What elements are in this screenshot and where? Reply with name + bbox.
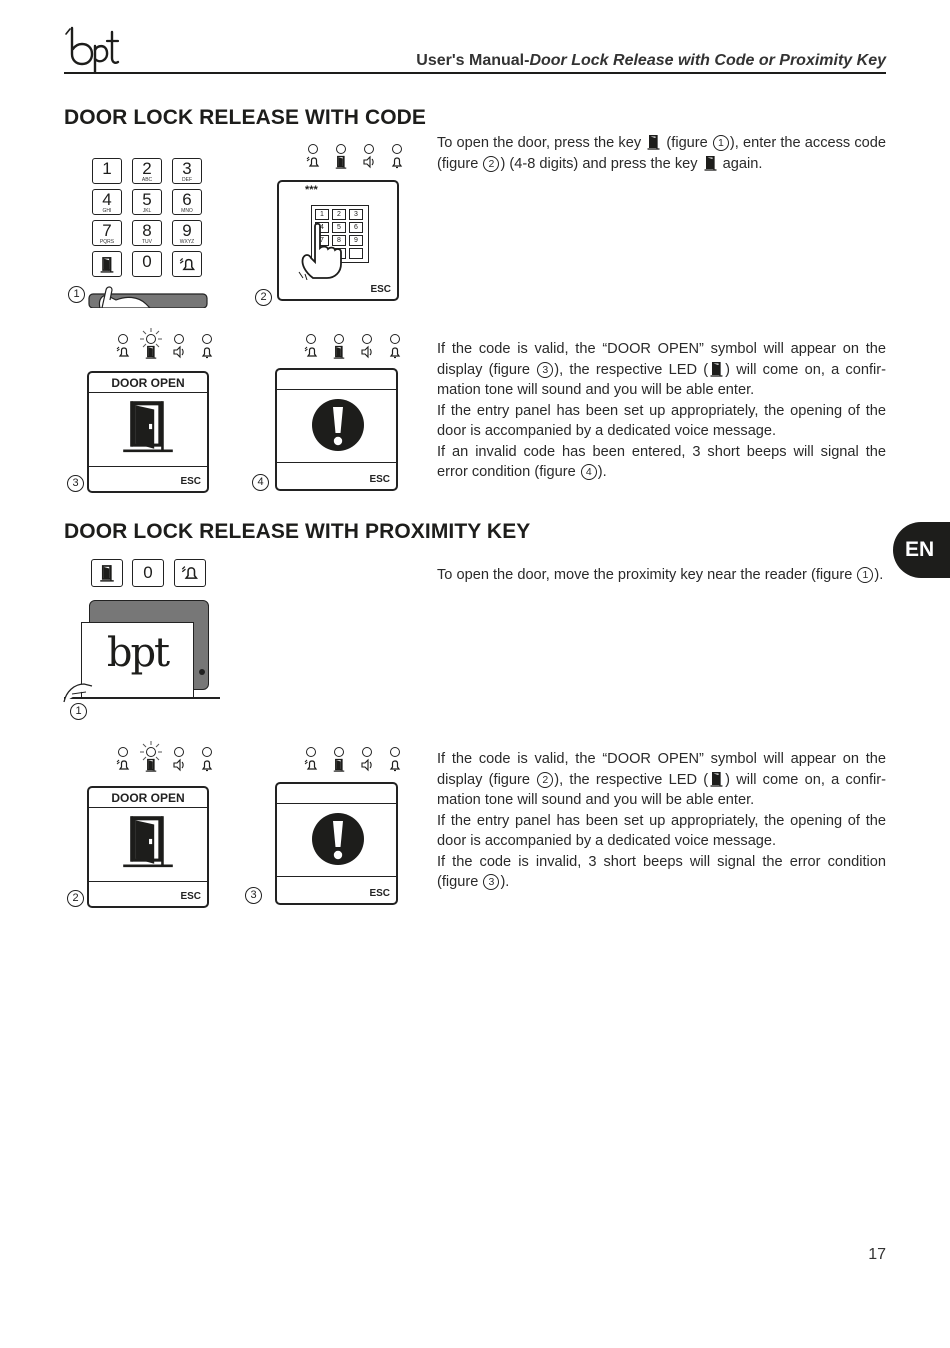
display-door-open xyxy=(87,786,209,908)
esc-label: ESC xyxy=(180,476,201,487)
figure-number: 2 xyxy=(67,890,84,907)
door-led-icon xyxy=(710,771,723,787)
keypad-key: 9 WXYZ xyxy=(172,220,202,246)
keypad-figure xyxy=(88,151,208,306)
esc-label: ESC xyxy=(369,888,390,899)
result-paragraph: If the code is valid, the “DOOR OPEN” symbol will appear on the display (figure 3 ), the respective LED ( ) will come on, a confir-mation tone will sound and you will be able enter. If the entry panel has been set up appropriately, the opening of the door is accompanied by a dedicated voice message. If an invalid code has been entered, 3 short beeps will signal the error condition (figure 4 ). xyxy=(437,341,886,480)
door-led-icon xyxy=(710,361,723,377)
door-open-label: DOOR OPEN xyxy=(111,376,185,390)
led-row xyxy=(304,747,414,773)
mini-keypad-key: 2 xyxy=(332,209,346,220)
led-indicator xyxy=(336,144,346,154)
keypad-key: 7 PQRS xyxy=(92,220,122,246)
mini-keypad-key: 3 xyxy=(349,209,363,220)
speaker-icon xyxy=(362,155,376,169)
led-indicator xyxy=(390,334,400,344)
finger-press-graphic xyxy=(86,286,210,308)
display-door-open xyxy=(87,371,209,493)
bell-icon xyxy=(388,758,402,772)
esc-label: ESC xyxy=(369,474,390,485)
section-title-code: DOOR LOCK RELEASE WITH CODE xyxy=(64,106,427,129)
door-icon xyxy=(334,155,348,169)
keypad-key: 5 JKL xyxy=(132,189,162,215)
figure-number: 1 xyxy=(68,286,85,303)
figure-number: 3 xyxy=(67,475,84,492)
mini-keypad-key: 6 xyxy=(349,222,363,233)
card-logo: bpt xyxy=(106,630,169,676)
display-code-entry xyxy=(277,180,399,301)
led-indicator xyxy=(308,144,318,154)
bell-call-icon xyxy=(304,758,318,772)
door-key-icon xyxy=(704,155,717,171)
hand-icon xyxy=(297,222,353,280)
led-indicator xyxy=(174,747,184,757)
door-open-label: DOOR OPEN xyxy=(111,791,185,805)
call-key xyxy=(174,559,206,587)
keypad-key xyxy=(172,251,202,277)
bell-icon xyxy=(179,256,196,273)
led-row xyxy=(116,334,226,360)
led-indicator xyxy=(392,144,402,154)
door-key-icon xyxy=(647,134,660,150)
display-error xyxy=(275,368,398,491)
door-icon xyxy=(99,564,115,582)
reader-led xyxy=(199,669,205,675)
led-indicator xyxy=(118,747,128,757)
keypad-key xyxy=(92,251,122,277)
led-row xyxy=(304,334,414,360)
led-indicator xyxy=(364,144,374,154)
mini-keypad-key: 7 xyxy=(315,235,329,246)
bell-icon xyxy=(200,758,214,772)
proximity-keys-row xyxy=(88,556,212,592)
led-row xyxy=(116,747,226,773)
led-indicator xyxy=(202,747,212,757)
led-indicator xyxy=(390,747,400,757)
figure-number: 1 xyxy=(70,703,87,720)
led-indicator xyxy=(118,334,128,344)
bell-icon xyxy=(390,155,404,169)
proximity-result-paragraph: If the code is valid, the “DOOR OPEN” symbol will appear on the display (figure 2 ), the respective LED ( ) will come on, a confir-mation tone will sound and you will be able enter. If the entry panel has been set up appropriately, the opening of the door is accompanied by a dedicated voice message. If the code is invalid, 3 short beeps will signal the error condition (figure 3 ). xyxy=(437,751,886,890)
led-indicator xyxy=(362,747,372,757)
keypad-key: 1 xyxy=(92,158,122,184)
bell-call-icon xyxy=(306,155,320,169)
keypad-key: 6 MNO xyxy=(172,189,202,215)
keypad-key: 0 xyxy=(132,251,162,277)
led-indicator xyxy=(202,334,212,344)
bpt-logo xyxy=(64,24,120,76)
door-icon xyxy=(332,345,346,359)
esc-label: ESC xyxy=(180,891,201,902)
display-error xyxy=(275,782,398,905)
door-icon xyxy=(100,256,114,273)
door-open-icon xyxy=(117,395,179,457)
code-mask: *** xyxy=(305,184,318,196)
zero-key: 0 xyxy=(132,559,164,587)
bell-call-icon xyxy=(116,345,130,359)
keypad-key: 3 DEF xyxy=(172,158,202,184)
keypad-key: 2 ABC xyxy=(132,158,162,184)
esc-label: ESC xyxy=(370,284,391,295)
led-row xyxy=(306,144,416,170)
door-open-icon xyxy=(117,810,179,872)
keypad-key: 4 GHI xyxy=(92,189,122,215)
bell-call-icon xyxy=(116,758,130,772)
bell-call-icon xyxy=(304,345,318,359)
instruction-paragraph: To open the door, press the key (figure 1 ), enter the access code (figure 2 ) (4-8 digits) and press the key again. xyxy=(437,135,886,172)
bell-icon xyxy=(388,345,402,359)
bell-icon xyxy=(181,564,199,582)
bell-icon xyxy=(200,345,214,359)
speaker-icon xyxy=(360,345,374,359)
door-key xyxy=(91,559,123,587)
door-icon xyxy=(144,758,158,772)
keypad-key: 8 TUV xyxy=(132,220,162,246)
warning-icon xyxy=(308,395,368,455)
figure-number: 4 xyxy=(252,474,269,491)
hand-holding-card xyxy=(62,680,102,704)
warning-icon xyxy=(308,809,368,869)
mini-keypad-key: 9 xyxy=(349,235,363,246)
led-indicator xyxy=(306,334,316,344)
mini-keypad-key: 4 xyxy=(315,222,329,233)
led-indicator xyxy=(362,334,372,344)
language-tab: EN xyxy=(893,522,950,578)
led-indicator xyxy=(306,747,316,757)
mini-keypad-key: 5 xyxy=(332,222,346,233)
speaker-icon xyxy=(172,758,186,772)
mini-keypad-key: 1 xyxy=(315,209,329,220)
door-icon xyxy=(332,758,346,772)
led-indicator xyxy=(174,334,184,344)
door-icon xyxy=(144,345,158,359)
led-indicator xyxy=(334,747,344,757)
speaker-icon xyxy=(172,345,186,359)
figure-number: 2 xyxy=(255,289,272,306)
header-rule xyxy=(64,72,886,74)
figure-number: 3 xyxy=(245,887,262,904)
mini-keypad-key: 8 xyxy=(332,235,346,246)
proximity-paragraph: To open the door, move the proximity key near the reader (figure 1 ). xyxy=(437,567,884,583)
speaker-icon xyxy=(360,758,374,772)
header-title: User's Manual-Door Lock Release with Code or Proximity Key xyxy=(416,52,886,69)
page-number: 17 xyxy=(868,1246,886,1263)
led-indicator xyxy=(334,334,344,344)
section-title-proximity: DOOR LOCK RELEASE WITH PROXIMITY KEY xyxy=(64,520,531,543)
